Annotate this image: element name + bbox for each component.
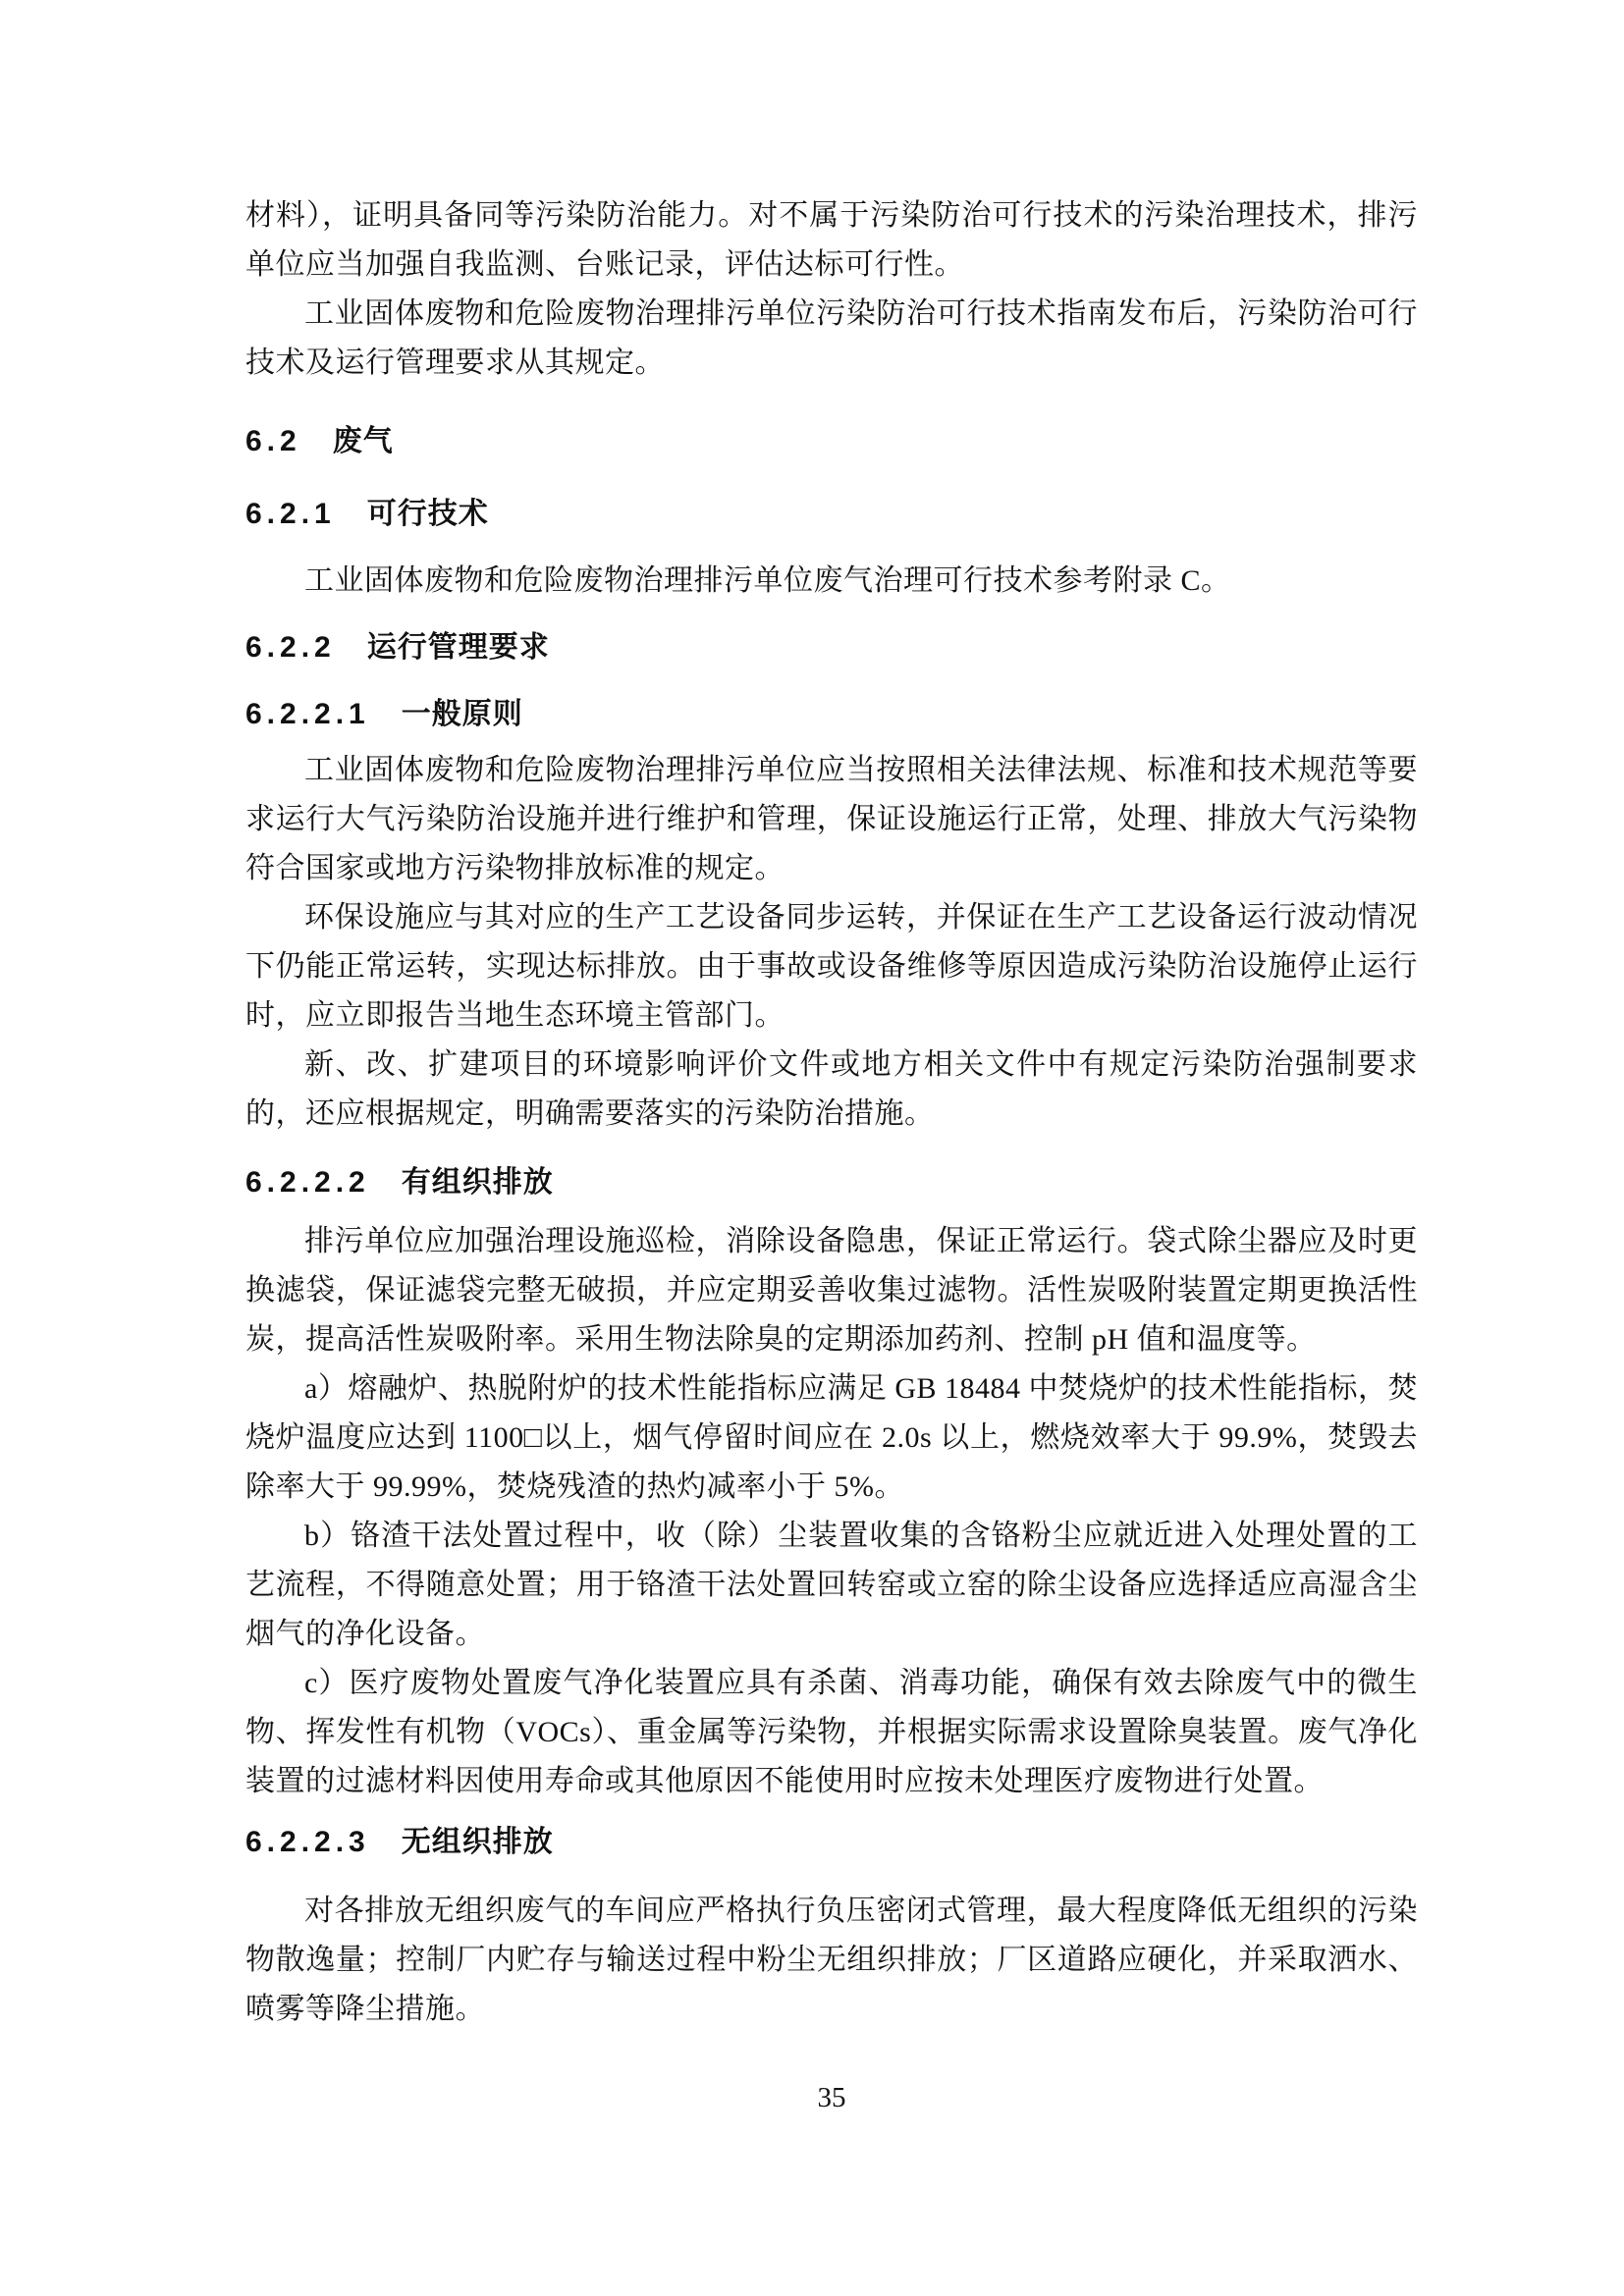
list-item-a: a）熔融炉、热脱附炉的技术性能指标应满足 GB 18484 中焚烧炉的技术性能指标，焚烧炉温度应达到 1100□以上，烟气停留时间应在 2.0s 以上，燃烧效率大于 99.9%，焚毁去除率大于 99.99%，焚烧残渣的热灼减率小于 5%。 [245, 1372, 1418, 1503]
section-title: 废气 [332, 425, 394, 457]
section-heading-6-2 [245, 417, 1418, 466]
section-heading-6-2-1 [245, 490, 1418, 539]
section-number: 6.2.2.3 [245, 1826, 370, 1858]
section-number: 6.2 [245, 425, 301, 457]
body-paragraph: 工业固体废物和危险废物治理排污单位废气治理可行技术参考附录 C。 [304, 564, 1231, 597]
section-title: 有组织排放 [401, 1166, 554, 1199]
list-item-c: c）医疗废物处置废气净化装置应具有杀菌、消毒功能，确保有效去除废气中的微生物、挥发性有机物（VOCs）、重金属等污染物，并根据实际需求设置除臭装置。废气净化装置的过滤材料因使用寿命或其他原因不能使用时应按未处理医疗废物进行处置。 [245, 1667, 1418, 1797]
section-number: 6.2.2.2 [245, 1166, 370, 1199]
body-paragraph: 排污单位应加强治理设施巡检，消除设备隐患，保证正常运行。袋式除尘器应及时更换滤袋，保证滤袋完整无破损，并应定期妥善收集过滤物。活性炭吸附装置定期更换活性炭，提高活性炭吸附率。采用生物法除臭的定期添加药剂、控制 pH 值和温度等。 [245, 1225, 1418, 1356]
section-heading-6-2-2-1 [245, 690, 1418, 739]
section-number: 6.2.1 [245, 498, 336, 530]
section-number: 6.2.2.1 [245, 698, 370, 730]
section-title: 运行管理要求 [366, 631, 550, 664]
body-paragraph: 对各排放无组织废气的车间应严格执行负压密闭式管理，最大程度降低无组织的污染物散逸量；控制厂内贮存与输送过程中粉尘无组织排放；厂区道路应硬化，并采取洒水、喷雾等降尘措施。 [245, 1895, 1418, 2025]
section-heading-6-2-2-3 [245, 1818, 1418, 1867]
section-number: 6.2.2 [245, 631, 336, 664]
body-paragraph: 新、改、扩建项目的环境影响评价文件或地方相关文件中有规定污染防治强制要求的，还应根据规定，明确需要落实的污染防治措施。 [245, 1048, 1418, 1130]
page-number: 35 [817, 2082, 846, 2113]
section-heading-6-2-2 [245, 623, 1418, 672]
body-paragraph: 环保设施应与其对应的生产工艺设备同步运转，并保证在生产工艺设备运行波动情况下仍能正常运转，实现达标排放。由于事故或设备维修等原因造成污染防治设施停止运行时，应立即报告当地生态环境主管部门。 [245, 901, 1418, 1032]
body-paragraph: 工业固体废物和危险废物治理排污单位应当按照相关法律法规、标准和技术规范等要求运行大气污染防治设施并进行维护和管理，保证设施运行正常，处理、排放大气污染物符合国家或地方污染物排放标准的规定。 [245, 754, 1418, 884]
section-title: 一般原则 [401, 698, 523, 730]
section-title: 无组织排放 [401, 1826, 554, 1858]
list-item-b: b）铬渣干法处置过程中，收（除）尘装置收集的含铬粉尘应就近进入处理处置的工艺流程，不得随意处置；用于铬渣干法处置回转窑或立窑的除尘设备应选择适应高湿含尘烟气的净化设备。 [245, 1520, 1418, 1650]
body-paragraph-continuation: 材料），证明具备同等污染防治能力。对不属于污染防治可行技术的污染治理技术，排污单位应当加强自我监测、台账记录，评估达标可行性。 [245, 199, 1418, 281]
section-title: 可行技术 [366, 498, 489, 530]
section-heading-6-2-2-2 [245, 1158, 1418, 1207]
body-paragraph: 工业固体废物和危险废物治理排污单位污染防治可行技术指南发布后，污染防治可行技术及运行管理要求从其规定。 [245, 297, 1418, 379]
